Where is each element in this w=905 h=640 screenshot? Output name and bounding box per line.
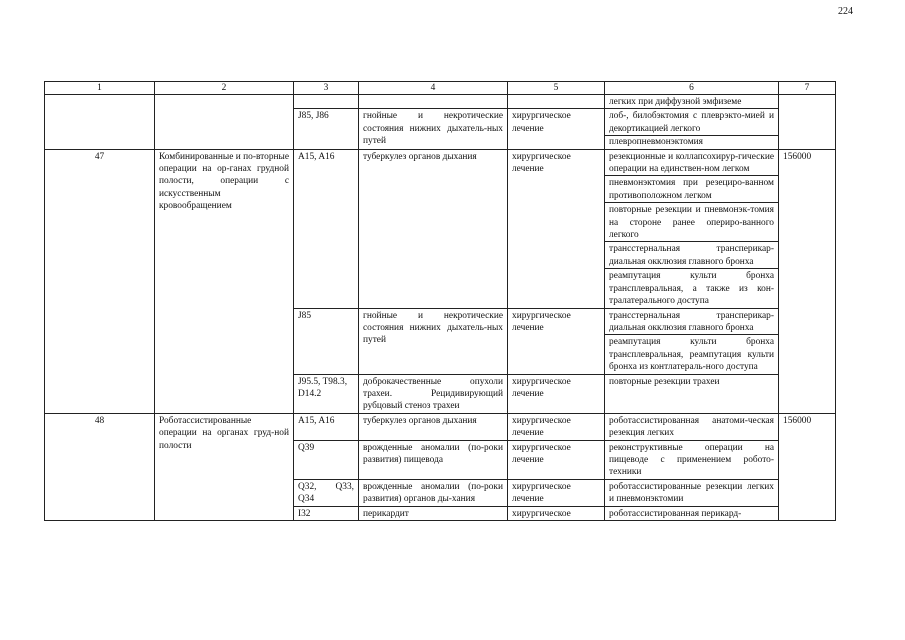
code-cell: Q39 — [294, 440, 359, 479]
group-name-cell: Роботассистированные операции на органах груд-ной полости — [155, 413, 294, 520]
method-text: лоб-, билобэктомия с плеврэкто-мией и декортикацией легкого — [609, 111, 774, 134]
method-cell: повторные резекции и пневмонэк-томия на стороне ранее опериро-ванного легкого — [605, 203, 779, 242]
method-text: плевропневмонэктомия — [605, 135, 778, 148]
code-cell: I32 — [294, 506, 359, 520]
group-name-cell — [155, 95, 294, 150]
header-cell: 3 — [294, 82, 359, 95]
group-name-cell: Комбинированные и по-вторные операции на ор-ганах грудной полости, операции с искусственным кровообращением — [155, 149, 294, 413]
method-cell: роботассистированная анатоми-ческая резекция легких — [605, 413, 779, 440]
method-cell: трансстернальная трансперикар-диальная окклюзия главного бронха — [605, 242, 779, 269]
model-cell: перикардит — [359, 506, 508, 520]
method-cell: реконструктивные операции на пищеводе с применением робото-техники — [605, 440, 779, 479]
price-cell: 156000 — [779, 413, 836, 520]
treatment-cell: хирургическое лечение — [508, 413, 605, 440]
model-cell: доброкачественные опухоли трахеи. Рецидивирующий рубцовый стеноз трахеи — [359, 374, 508, 413]
code-cell: J85 — [294, 308, 359, 374]
model-cell: гнойные и некротические состояния нижних дыхатель-ных путей — [359, 308, 508, 374]
treatment-cell: хирургическое лечение — [508, 109, 605, 149]
method-cell: повторные резекции трахеи — [605, 374, 779, 413]
procedures-table — [44, 81, 836, 521]
treatment-cell: хирургическое лечение — [508, 440, 605, 479]
page-number: 224 — [838, 6, 853, 17]
header-cell: 2 — [155, 82, 294, 95]
header-cell: 7 — [779, 82, 836, 95]
code-cell: J95.5, T98.3, D14.2 — [294, 374, 359, 413]
table-row — [45, 95, 836, 109]
method-cell: пневмонэктомия при резециро-ванном противоположном легком — [605, 176, 779, 203]
treatment-cell: хирургическое лечение — [508, 308, 605, 374]
method-cell: резекционные и коллапсохирур-гические операции на единствен-ном легком — [605, 149, 779, 176]
method-cell: реампутация культи бронха трансплевральная, а также из кон-тралатерального доступа — [605, 269, 779, 308]
code-cell — [294, 95, 359, 109]
treatment-cell: хирургическое лечение — [508, 149, 605, 308]
row-number-cell: 47 — [45, 149, 155, 413]
method-cell: реампутация культи бронха трансплевральная, реампутация культи бронха из контлатераль-ного доступа — [605, 335, 779, 374]
header-cell: 4 — [359, 82, 508, 95]
model-cell: туберкулез органов дыхания — [359, 149, 508, 308]
method-cell: легких при диффузной эмфиземе — [605, 95, 779, 109]
model-cell — [359, 95, 508, 109]
treatment-cell — [508, 95, 605, 109]
treatment-cell: хирургическое лечение — [508, 374, 605, 413]
header-cell: 5 — [508, 82, 605, 95]
price-cell: 156000 — [779, 149, 836, 413]
code-cell: A15, A16 — [294, 149, 359, 308]
model-cell: врожденные аномалии (по-роки развития) пищевода — [359, 440, 508, 479]
header-row — [45, 82, 836, 95]
treatment-cell: хирургическое — [508, 506, 605, 520]
table-row — [45, 413, 836, 440]
row-number-cell — [45, 95, 155, 150]
model-cell: туберкулез органов дыхания — [359, 413, 508, 440]
header-cell: 6 — [605, 82, 779, 95]
code-cell: J85, J86 — [294, 109, 359, 149]
row-number-cell: 48 — [45, 413, 155, 520]
method-cell: роботассистированные резекции легких и пневмонэктомии — [605, 479, 779, 506]
treatment-cell: хирургическое лечение — [508, 479, 605, 506]
code-cell: A15, A16 — [294, 413, 359, 440]
method-cell: трансстернальная трансперикар-диальная окклюзия главного бронха — [605, 308, 779, 335]
method-cell — [605, 109, 779, 149]
header-cell: 1 — [45, 82, 155, 95]
table-row — [45, 149, 836, 176]
method-cell: роботассистированная перикард- — [605, 506, 779, 520]
model-cell: гнойные и некротические состояния нижних дыхатель-ных путей — [359, 109, 508, 149]
model-cell: врожденные аномалии (по-роки развития) органов ды-хания — [359, 479, 508, 506]
price-cell — [779, 95, 836, 150]
code-cell: Q32, Q33, Q34 — [294, 479, 359, 506]
